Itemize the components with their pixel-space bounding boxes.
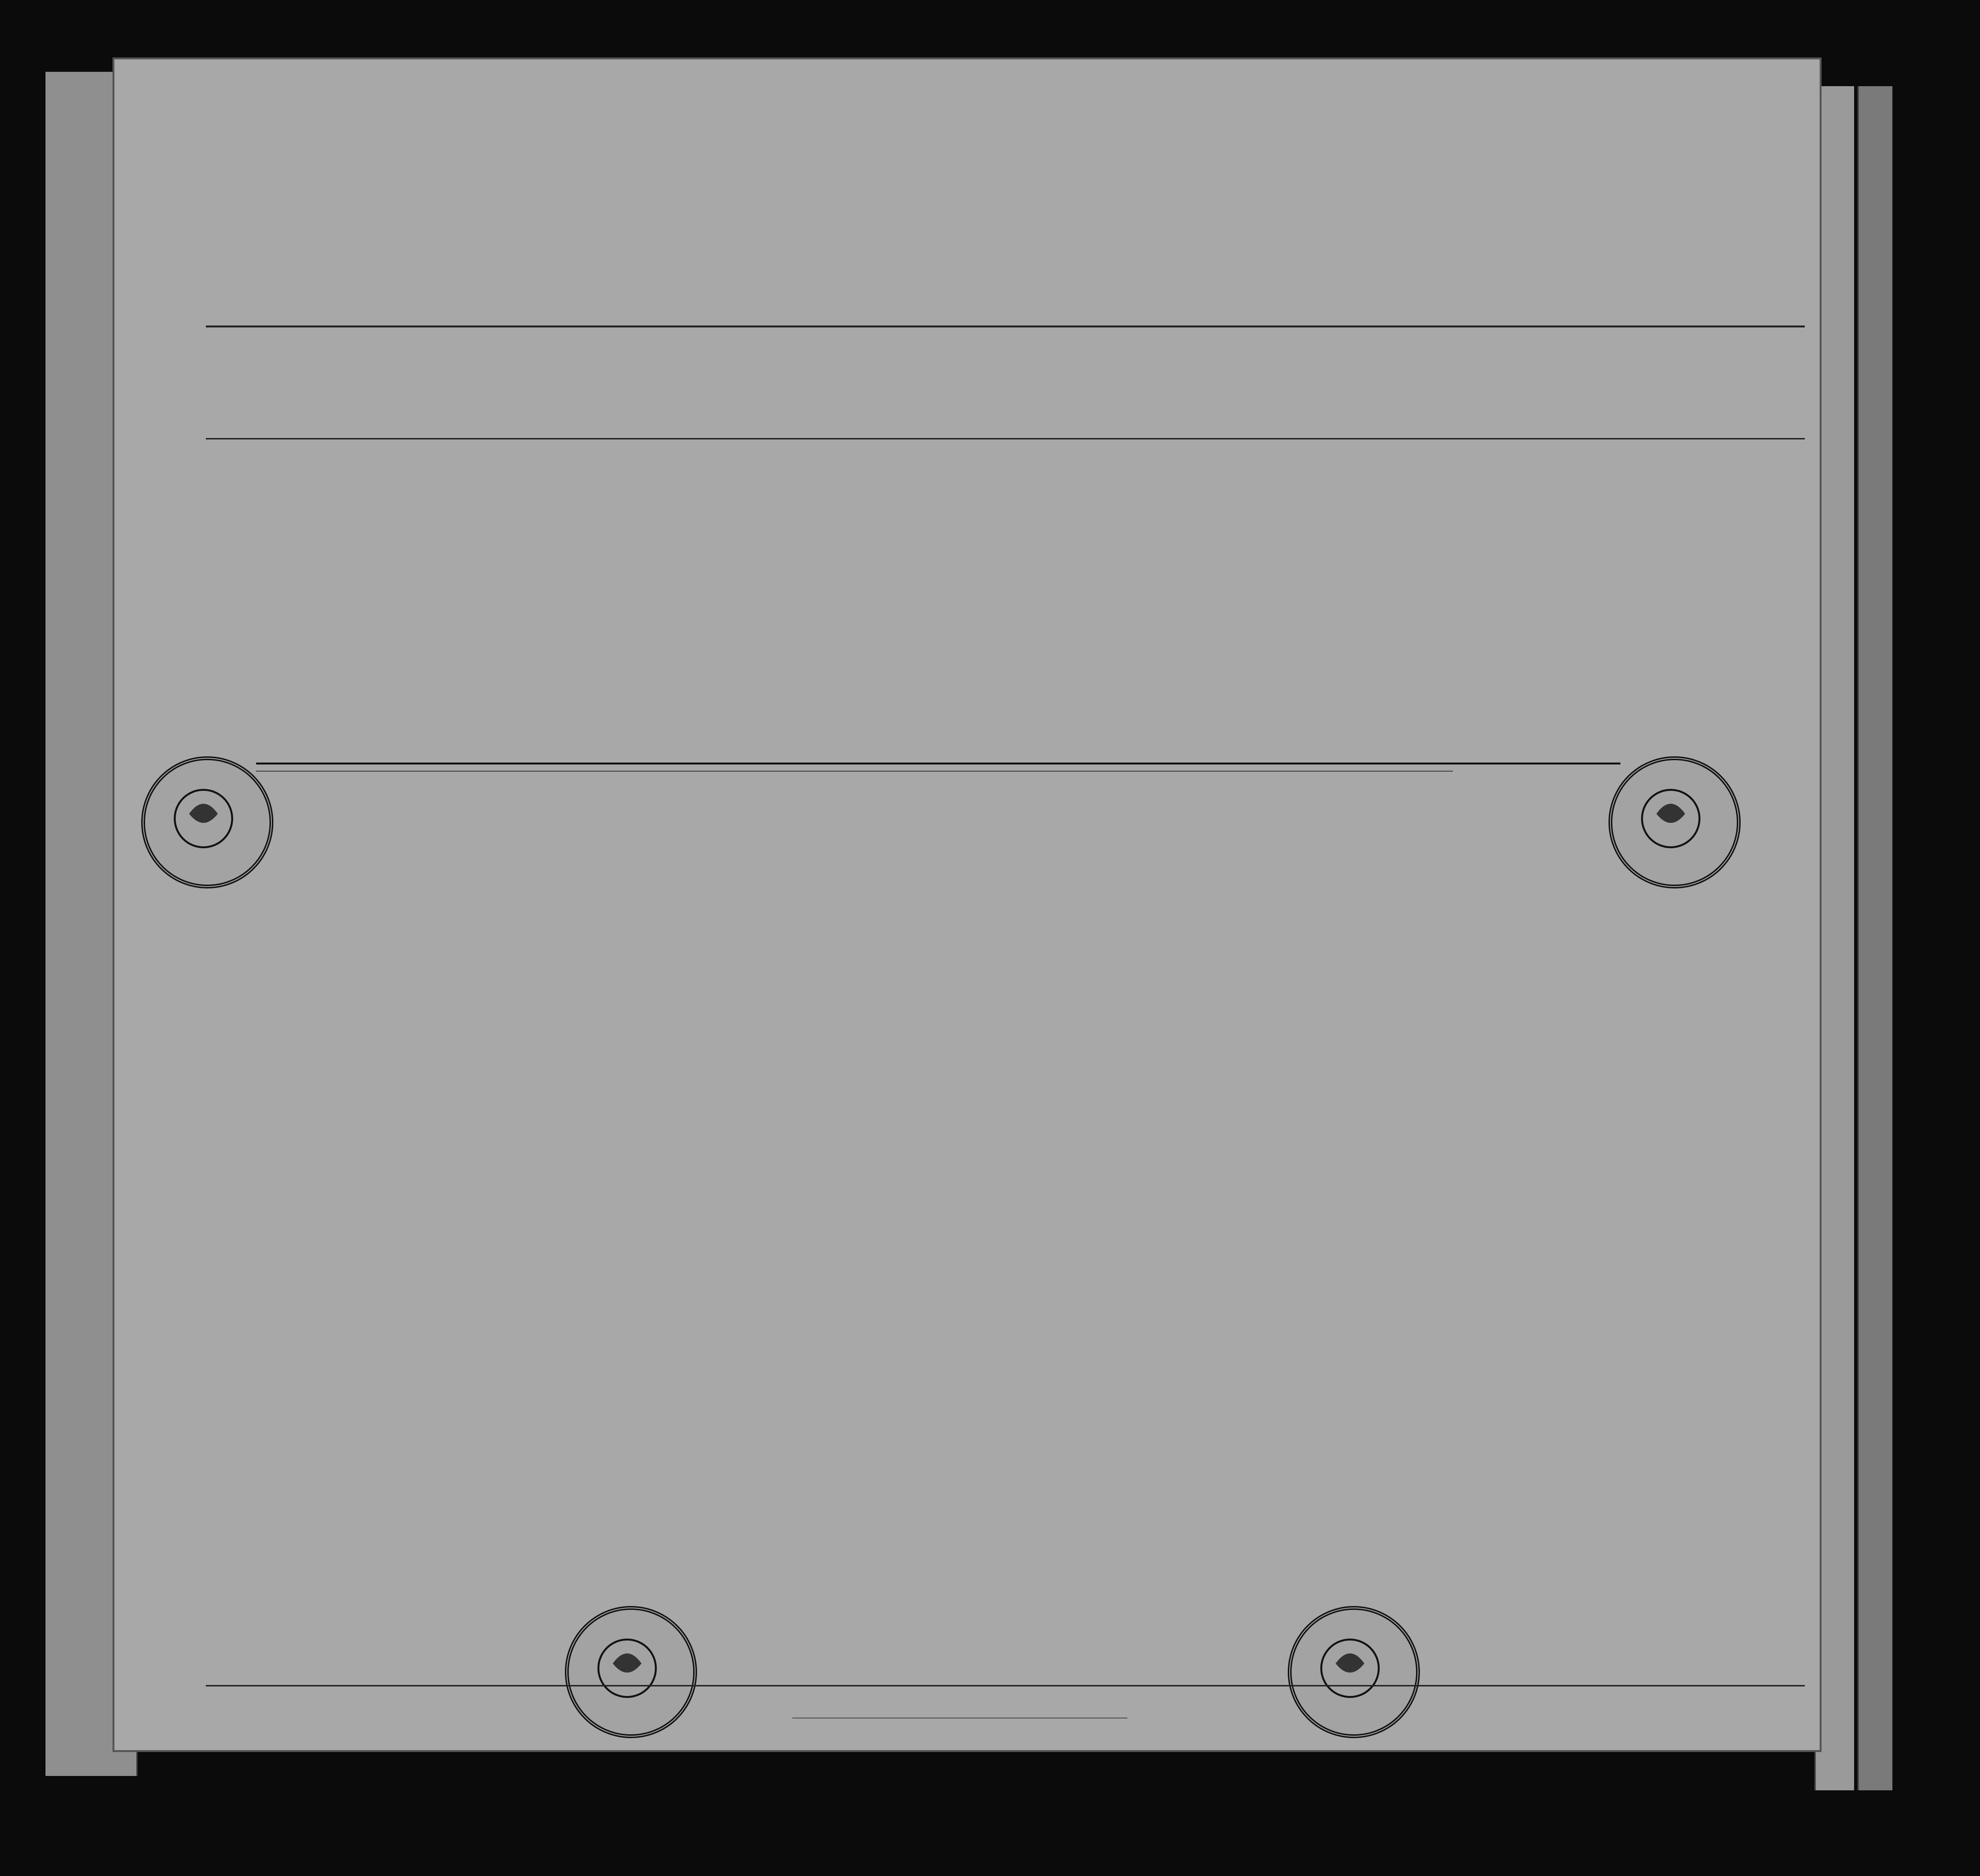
consulate-stamp-bottom bbox=[565, 1606, 697, 1738]
manifest-sheet bbox=[112, 57, 1822, 1752]
consulate-stamp-bottom-art bbox=[569, 1610, 686, 1727]
consulate-stamp-left bbox=[141, 756, 273, 888]
consulate-stamp-left-art bbox=[145, 760, 262, 877]
table-top-rule bbox=[206, 326, 1805, 327]
consulate-stamp-right-art bbox=[1612, 760, 1729, 877]
signature-line bbox=[792, 1718, 1127, 1719]
table-bottom-rule bbox=[206, 1685, 1805, 1686]
row-10-strikethrough bbox=[256, 763, 1620, 764]
row-10-strikethrough-2 bbox=[256, 771, 1453, 772]
consulate-stamp-right bbox=[1609, 756, 1741, 888]
consulate-stamp-bottom-right bbox=[1288, 1606, 1420, 1738]
consulate-stamp-bottom-right-art bbox=[1292, 1610, 1408, 1727]
sheet-number-block bbox=[1618, 172, 1637, 225]
table-header-rule bbox=[206, 438, 1805, 439]
page-edge bbox=[1857, 86, 1892, 1790]
